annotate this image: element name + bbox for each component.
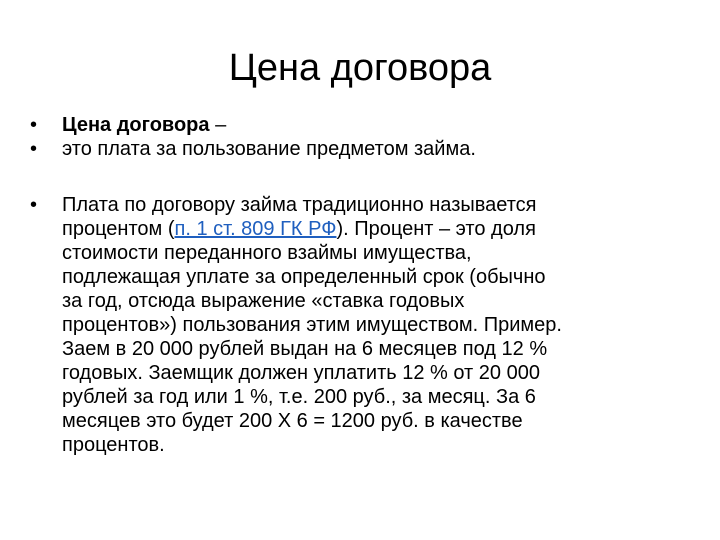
paragraph-line: за год, отсюда выражение «ставка годовых (62, 290, 465, 312)
paragraph-line: подлежащая уплате за определенный срок (обычно (62, 266, 546, 288)
paragraph-line: Заем в 20 000 рублей выдан на 6 месяцев под 12 % (62, 338, 548, 360)
paragraph-line: годовых. Заемщик должен уплатить 12 % от 20 000 (62, 362, 540, 384)
text-after-link: ). Процент – это доля (336, 218, 536, 240)
term-price: Цена договора (62, 114, 210, 136)
bullet-dot-icon: • (30, 114, 38, 136)
definition-text: это плата за пользование предметом займа. (62, 138, 476, 160)
bullet-dot-icon: • (30, 138, 38, 160)
bullet-item-definition (30, 137, 690, 161)
paragraph-line: месяцев это будет 200 Х 6 = 1200 руб. в качестве (62, 410, 523, 432)
spacer (30, 161, 690, 193)
law-reference-link[interactable]: п. 1 ст. 809 ГК РФ (174, 218, 337, 240)
paragraph-line: стоимости переданного взаймы имущества, (62, 242, 472, 264)
term-dash: – (209, 114, 227, 136)
paragraph-line: Плата по договору займа традиционно называется (62, 194, 537, 216)
bullet-list (30, 113, 690, 457)
paragraph-line-with-link (62, 217, 690, 241)
text-before-link: процентом ( (62, 218, 175, 240)
slide-title: Цена договора (228, 47, 492, 89)
bullet-item-interest (30, 193, 690, 457)
paragraph-line: рублей за год или 1 %, т.е. 200 руб., за месяц. За 6 (62, 386, 536, 408)
bullet-dot-icon: • (30, 194, 38, 216)
paragraph-line: процентов») пользования этим имуществом. Пример. (62, 314, 562, 336)
bullet-item-price (30, 113, 690, 137)
paragraph-line: процентов. (62, 434, 165, 456)
